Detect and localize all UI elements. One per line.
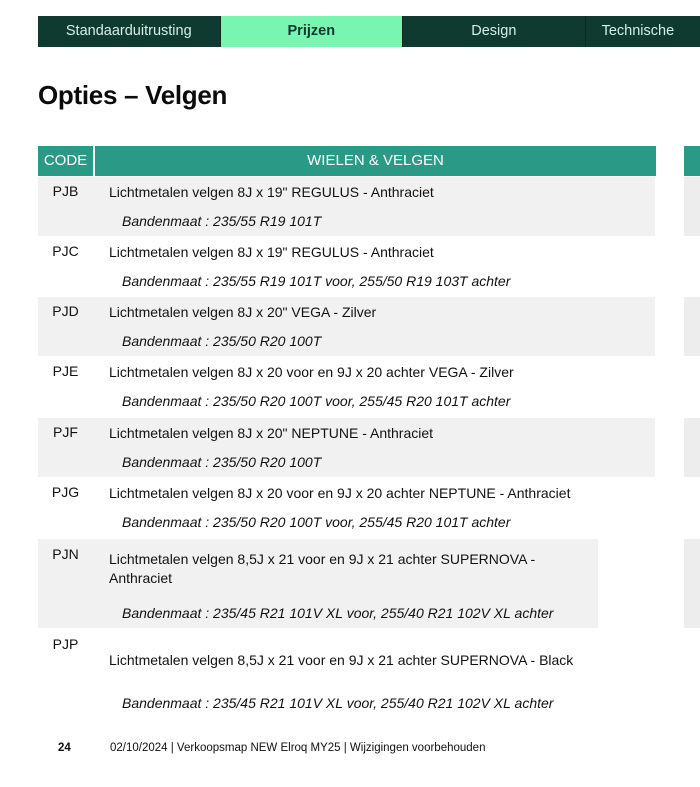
table-row — [38, 418, 655, 477]
option-code: PJF — [53, 424, 78, 440]
tab-standaarduitrusting[interactable]: Standaarduitrusting — [38, 16, 220, 47]
page-title: Opties – Velgen — [38, 80, 228, 110]
header-code: CODE — [38, 146, 93, 176]
option-code: PJP — [52, 636, 79, 652]
option-code: PJG — [51, 484, 80, 500]
table-row — [38, 297, 655, 356]
option-code: PJE — [52, 363, 79, 379]
next-table-header-edge — [684, 146, 700, 176]
header-wielen-velgen: WIELEN & VELGEN — [95, 146, 656, 176]
option-description: Lichtmetalen velgen 8,5J x 21 voor en 9J x 21 achter SUPERNOVA - Anthraciet — [109, 551, 536, 586]
option-description: Lichtmetalen velgen 8,5J x 21 voor en 9J x 21 achter SUPERNOVA - Black — [109, 652, 574, 668]
option-code: PJB — [52, 183, 79, 199]
adjacent-table-edge — [684, 297, 700, 356]
adjacent-table-edge — [684, 177, 700, 236]
table-row — [38, 539, 598, 628]
tire-size: Bandenmaat : 235/45 R21 101V XL voor, 255/40 R21 102V XL achter — [122, 605, 554, 621]
tire-size: Bandenmaat : 235/55 R19 101T voor, 255/50 R19 103T achter — [122, 273, 511, 289]
table-row — [38, 629, 655, 719]
tab-prijzen[interactable]: Prijzen — [220, 16, 403, 47]
tab-technische[interactable]: Technische — [585, 16, 700, 47]
adjacent-table-edge — [684, 539, 700, 628]
option-code: PJC — [52, 243, 79, 259]
option-description: Lichtmetalen velgen 8J x 20 voor en 9J x 20 achter VEGA - Zilver — [109, 364, 514, 380]
tire-size: Bandenmaat : 235/50 R20 100T — [122, 333, 322, 349]
tab-design[interactable]: Design — [402, 16, 585, 47]
table-header — [38, 146, 656, 176]
option-description: Lichtmetalen velgen 8J x 20 voor en 9J x 20 achter NEPTUNE - Anthraciet — [109, 485, 571, 501]
table-row — [38, 478, 655, 537]
option-description: Lichtmetalen velgen 8J x 20" VEGA - Zilver — [109, 304, 377, 320]
page-number: 24 — [58, 742, 71, 754]
section-tabs — [38, 16, 700, 47]
table-row — [38, 357, 655, 416]
option-code: PJN — [52, 546, 79, 562]
tire-size: Bandenmaat : 235/55 R19 101T — [122, 213, 322, 229]
adjacent-table-edge — [684, 418, 700, 477]
option-description: Lichtmetalen velgen 8J x 19" REGULUS - Anthraciet — [109, 184, 434, 200]
tire-size: Bandenmaat : 235/50 R20 100T voor, 255/45 R20 101T achter — [122, 393, 511, 409]
option-description: Lichtmetalen velgen 8J x 20" NEPTUNE - Anthraciet — [109, 425, 434, 441]
table-row — [38, 177, 655, 236]
tire-size: Bandenmaat : 235/45 R21 101V XL voor, 255/40 R21 102V XL achter — [122, 695, 554, 711]
tire-size: Bandenmaat : 235/50 R20 100T voor, 255/45 R20 101T achter — [122, 514, 511, 530]
footer-text: 02/10/2024 | Verkoopsmap NEW Elroq MY25 | Wijzigingen voorbehouden — [110, 742, 486, 754]
tire-size: Bandenmaat : 235/50 R20 100T — [122, 454, 322, 470]
table-row — [38, 237, 655, 296]
option-code: PJD — [52, 303, 79, 319]
option-description: Lichtmetalen velgen 8J x 19" REGULUS - Anthraciet — [109, 244, 434, 260]
